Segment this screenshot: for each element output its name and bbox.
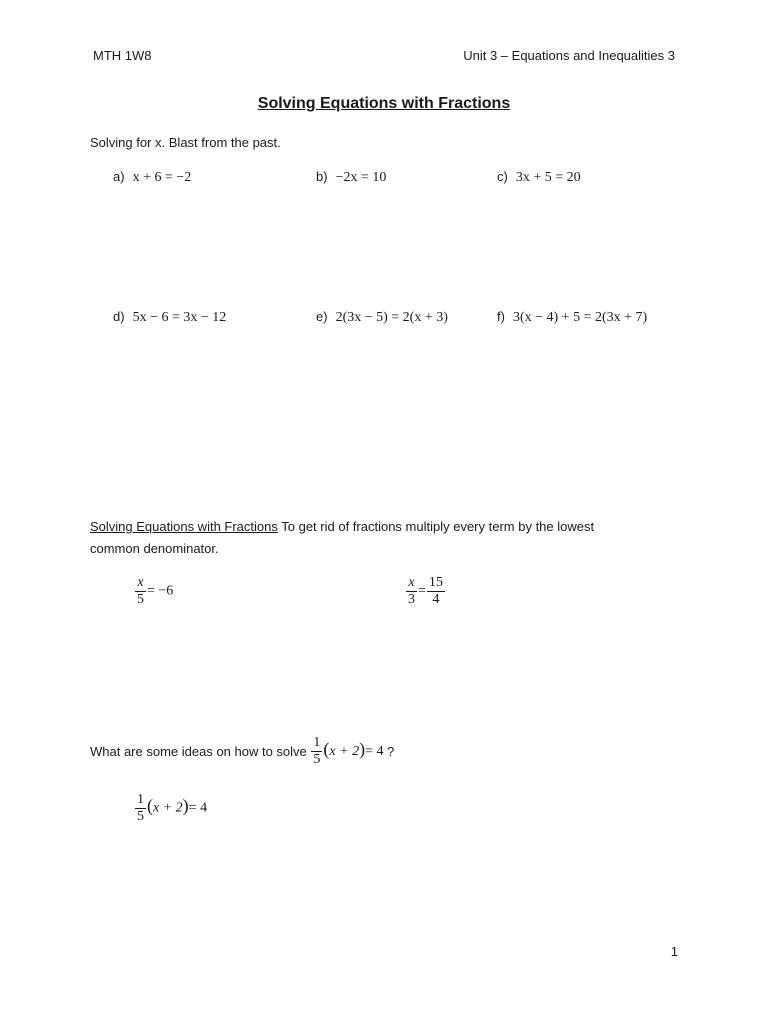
problem-equation: 2(3x − 5) = 2(x + 3) xyxy=(335,310,448,325)
denominator: 5 xyxy=(137,592,144,607)
fraction xyxy=(427,575,445,608)
problem-b xyxy=(316,169,386,186)
numerator: 1 xyxy=(137,792,144,807)
problem-label: c) xyxy=(497,169,508,184)
problem-a xyxy=(113,169,191,186)
numerator: x xyxy=(135,575,146,592)
fraction xyxy=(311,735,322,768)
problem-equation: 3(x − 4) + 5 = 2(3x + 7) xyxy=(512,310,648,325)
problem-c xyxy=(497,169,581,186)
expression-rhs: = 4 xyxy=(188,800,208,816)
example-rhs: = −6 xyxy=(147,583,174,599)
work-expression: $\frac{1}{5}$ (x + 2)= 4 xyxy=(137,792,208,824)
section-intro: Solving for x. Blast from the past. xyxy=(90,135,281,150)
unit-title: Unit 3 – Equations and Inequalities 3 xyxy=(463,48,675,63)
question-suffix: ? xyxy=(386,744,395,759)
question-expression: $\frac{1}{5}$ (x + 2)= 4 xyxy=(313,735,384,767)
equals-sign: = xyxy=(418,583,426,599)
expression-rhs: = 4 xyxy=(365,743,384,759)
fractions-explanation xyxy=(90,519,594,534)
course-code: MTH 1W8 xyxy=(93,48,152,63)
numerator: 1 xyxy=(313,735,321,750)
fractions-text-line1: To get rid of fractions multiply every term by the lowest xyxy=(277,519,595,534)
page-number: 1 xyxy=(670,944,678,959)
inner-expression: x + 2 xyxy=(329,743,360,759)
fractions-text-line2: common denominator. xyxy=(90,541,219,556)
question-line xyxy=(90,735,394,768)
fractions-heading: Solving Equations with Fractions xyxy=(90,519,278,534)
question-prefix: What are some ideas on how to solve xyxy=(90,744,307,759)
denominator: 4 xyxy=(432,592,440,607)
fraction xyxy=(135,575,146,608)
problem-label: f) xyxy=(497,309,505,324)
denominator: 5 xyxy=(137,809,144,824)
problem-equation: −2x = 10 xyxy=(335,170,387,185)
problem-label: a) xyxy=(113,169,125,184)
inner-expression: x + 2 xyxy=(153,800,183,816)
problem-f xyxy=(497,309,647,326)
example-equation-2 xyxy=(405,575,446,608)
problem-equation: 3x + 5 = 20 xyxy=(515,170,581,185)
numerator: x xyxy=(406,575,417,592)
denominator: 3 xyxy=(408,592,415,607)
problem-label: e) xyxy=(316,309,328,324)
problem-label: d) xyxy=(113,309,125,324)
example-equation-1 xyxy=(134,575,173,608)
problem-d xyxy=(113,309,226,326)
page-title: Solving Equations with Fractions xyxy=(257,95,511,112)
denominator: 5 xyxy=(313,752,321,767)
fraction xyxy=(406,575,417,608)
numerator: 15 xyxy=(428,575,443,590)
fraction xyxy=(135,792,146,825)
problem-label: b) xyxy=(316,169,328,184)
problem-e xyxy=(316,309,448,326)
problem-equation: x + 6 = −2 xyxy=(132,170,192,185)
problem-equation: 5x − 6 = 3x − 12 xyxy=(132,310,227,325)
